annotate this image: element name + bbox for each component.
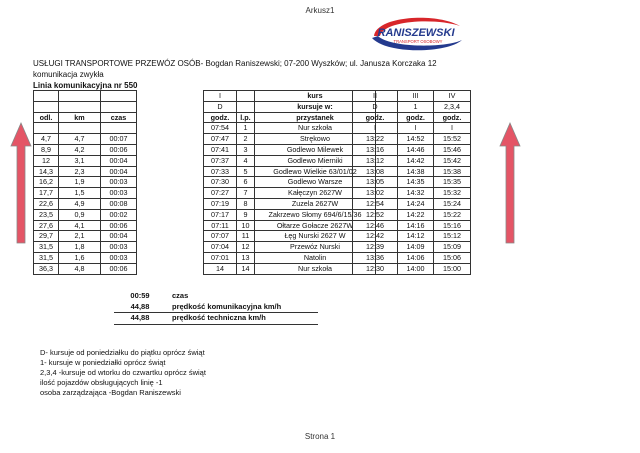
departure-cell: 07:30	[204, 177, 237, 188]
table-row	[353, 144, 471, 155]
stop-name-cell: Natolin	[255, 252, 376, 263]
line-number: Linia komunikacyjna nr 550	[33, 81, 138, 90]
time-cell: 00:06	[101, 220, 137, 231]
time-ii-cell: 12:42	[353, 231, 398, 242]
time-iii-cell: 14:52	[398, 134, 434, 145]
time-ii-cell: 13:05	[353, 177, 398, 188]
summary-row-technical-speed	[114, 313, 318, 325]
company-header: USŁUGI TRANSPORTOWE PRZEWÓZ OSÓB- Bogdan Raniszewski; 07-200 Wyszków; ul. Janusza Korczaka 12	[33, 59, 437, 68]
days-i-label: D	[204, 101, 237, 112]
lp-cell: 3	[237, 144, 255, 155]
time-iii-cell: 14:09	[398, 242, 434, 253]
departure-cell: 14	[204, 263, 237, 274]
departure-cell: 07:01	[204, 252, 237, 263]
time-cell: 00:06	[101, 263, 137, 274]
time-iii-cell: 14:46	[398, 144, 434, 155]
stop-name-cell: Łęg Nurski 2627 W	[255, 231, 376, 242]
course-iv-label: IV	[434, 91, 471, 102]
table-row	[34, 242, 137, 253]
course-iii-label: III	[398, 91, 434, 102]
up-arrow-right-icon	[499, 122, 521, 244]
note-d: D- kursuje od poniedziałku do piątku oprócz świąt	[40, 348, 205, 357]
time-ii-cell: 12:39	[353, 242, 398, 253]
distance-cell: 27,6	[34, 220, 59, 231]
distance-table	[33, 90, 137, 275]
time-iv-cell: 15:38	[434, 166, 471, 177]
time-iv-cell: 15:22	[434, 209, 471, 220]
stop-name-cell: Godlewo Wielkie 63/01/02	[255, 166, 376, 177]
table-row	[34, 198, 137, 209]
first-stop: Nur szkoła	[255, 123, 376, 134]
lp-cell: 4	[237, 155, 255, 166]
lp-cell: 12	[237, 242, 255, 253]
time-cell: 00:03	[101, 252, 137, 263]
departure-cell: 07:07	[204, 231, 237, 242]
departure-cell: 07:27	[204, 188, 237, 199]
time-cell: 00:04	[101, 166, 137, 177]
kurs-label: kurs	[255, 91, 376, 102]
summary-label: prędkość techniczna km/h	[166, 313, 318, 325]
table-row	[204, 134, 376, 145]
time-cell: 00:06	[101, 144, 137, 155]
col-header-lp: l.p.	[237, 112, 255, 123]
time-iii-cell: 14:24	[398, 198, 434, 209]
table-row	[34, 188, 137, 199]
km-cell: 4,8	[59, 263, 101, 274]
km-cell: 4,2	[59, 144, 101, 155]
time-ii-cell: 13:02	[353, 188, 398, 199]
time-cell: 00:04	[101, 231, 137, 242]
summary-value: 00:59	[130, 291, 150, 300]
table-row	[34, 263, 137, 274]
table-row	[34, 209, 137, 220]
stop-name-cell: Kałęczyn 2627W	[255, 188, 376, 199]
time-iii-cell: 14:35	[398, 177, 434, 188]
company-logo	[366, 14, 466, 54]
table-row	[353, 177, 471, 188]
distance-cell: 4,7	[34, 134, 59, 145]
table-row	[34, 144, 137, 155]
table-row	[353, 242, 471, 253]
logo-name: RANISZEWSKI	[377, 27, 455, 39]
time-iv-cell: 15:09	[434, 242, 471, 253]
col-header-godz-iii: godz.	[398, 112, 434, 123]
table-row	[34, 155, 137, 166]
first-departure: 07:54	[204, 123, 237, 134]
table-row	[353, 220, 471, 231]
table-row	[34, 177, 137, 188]
col-header-godz: godz.	[204, 112, 237, 123]
distance-cell: 31,5	[34, 252, 59, 263]
time-ii-cell: 12:46	[353, 220, 398, 231]
table-row	[204, 263, 376, 274]
km-cell: 1,8	[59, 242, 101, 253]
summary-value: 44,88	[114, 313, 166, 325]
distance-cell: 14,3	[34, 166, 59, 177]
table-row	[353, 209, 471, 220]
summary-table	[114, 291, 318, 325]
km-cell: 1,9	[59, 177, 101, 188]
first-lp: 1	[237, 123, 255, 134]
col-header-km: km	[59, 112, 101, 123]
course-ii-label: II	[353, 91, 398, 102]
table-row	[353, 252, 471, 263]
departure-cell: 07:47	[204, 134, 237, 145]
note-1: 1- kursuje w poniedziałki oprócz świąt	[40, 358, 166, 367]
time-ii-cell: 12:30	[353, 263, 398, 274]
table-row	[353, 231, 471, 242]
first-mark-iii: I	[398, 123, 434, 134]
col-header-godz-ii: godz.	[353, 112, 398, 123]
time-iv-cell: 15:16	[434, 220, 471, 231]
col-header-czas: czas	[101, 112, 137, 123]
course-i-label: I	[204, 91, 237, 102]
table-row	[353, 198, 471, 209]
stop-name-cell: Zuzela 2627W	[255, 198, 376, 209]
table-row	[34, 231, 137, 242]
km-cell: 2,3	[59, 166, 101, 177]
days-iii-label: 1	[398, 101, 434, 112]
first-mark-ii: I	[353, 123, 398, 134]
lp-cell: 9	[237, 209, 255, 220]
km-cell: 3,1	[59, 155, 101, 166]
km-cell: 0,9	[59, 209, 101, 220]
time-cell: 00:07	[101, 134, 137, 145]
time-iv-cell: 15:52	[434, 134, 471, 145]
time-cell: 00:04	[101, 155, 137, 166]
time-cell: 00:03	[101, 177, 137, 188]
return-courses-table	[352, 90, 471, 275]
sheet-title: Arkusz1	[305, 6, 335, 15]
table-row	[34, 252, 137, 263]
time-ii-cell: 13:12	[353, 155, 398, 166]
kursuje-label: kursuje w:	[255, 101, 376, 112]
km-cell: 1,6	[59, 252, 101, 263]
time-iv-cell: 15:42	[434, 155, 471, 166]
table-row	[204, 220, 376, 231]
time-ii-cell: 13:16	[353, 144, 398, 155]
km-cell: 4,9	[59, 198, 101, 209]
departure-cell: 07:37	[204, 155, 237, 166]
departure-cell: 07:11	[204, 220, 237, 231]
time-ii-cell: 13:36	[353, 252, 398, 263]
departure-cell: 07:19	[204, 198, 237, 209]
communication-type: komunikacja zwykła	[33, 70, 104, 79]
time-iv-cell: 15:00	[434, 263, 471, 274]
stop-name-cell: Godlewo Mierniki	[255, 155, 376, 166]
note-vehicles: ilość pojazdów obsługujących linię -1	[40, 378, 163, 387]
distance-cell: 31,5	[34, 242, 59, 253]
distance-cell: 17,7	[34, 188, 59, 199]
note-234: 2,3,4 -kursuje od wtorku do czwartku oprócz świąt	[40, 368, 206, 377]
km-cell: 1,5	[59, 188, 101, 199]
time-iii-cell: 14:42	[398, 155, 434, 166]
time-iv-cell: 15:35	[434, 177, 471, 188]
lp-cell: 7	[237, 188, 255, 199]
table-row	[353, 188, 471, 199]
lp-cell: 13	[237, 252, 255, 263]
table-row	[353, 263, 471, 274]
departure-cell: 07:41	[204, 144, 237, 155]
time-iv-cell: 15:12	[434, 231, 471, 242]
summary-label: czas	[172, 291, 189, 300]
lp-cell: 8	[237, 198, 255, 209]
page-footer: Strona 1	[304, 432, 336, 441]
time-iii-cell: 14:16	[398, 220, 434, 231]
days-ii-label: D	[353, 101, 398, 112]
days-iv-label: 2,3,4	[434, 101, 471, 112]
departure-cell: 07:33	[204, 166, 237, 177]
time-ii-cell: 12:52	[353, 209, 398, 220]
time-iii-cell: 14:12	[398, 231, 434, 242]
time-iii-cell: 14:00	[398, 263, 434, 274]
distance-cell: 22,6	[34, 198, 59, 209]
km-cell: 4,7	[59, 134, 101, 145]
table-row	[204, 252, 376, 263]
table-row	[204, 177, 376, 188]
time-iv-cell: 15:24	[434, 198, 471, 209]
lp-cell: 6	[237, 177, 255, 188]
stop-name-cell: Godlewo Milewek	[255, 144, 376, 155]
distance-cell: 16,2	[34, 177, 59, 188]
time-ii-cell: 13:22	[353, 134, 398, 145]
time-cell: 00:03	[101, 242, 137, 253]
table-row	[353, 166, 471, 177]
table-row	[204, 209, 376, 220]
col-header-godz-iv: godz.	[434, 112, 471, 123]
summary-row-time	[114, 291, 318, 302]
time-iii-cell: 14:32	[398, 188, 434, 199]
time-iii-cell: 14:38	[398, 166, 434, 177]
col-header-przystanek: przystanek	[255, 112, 376, 123]
time-ii-cell: 12:54	[353, 198, 398, 209]
table-row	[204, 188, 376, 199]
table-row	[204, 198, 376, 209]
time-ii-cell: 13:08	[353, 166, 398, 177]
lp-cell: 2	[237, 134, 255, 145]
summary-row-commercial-speed	[114, 302, 318, 313]
distance-cell: 12	[34, 155, 59, 166]
stop-name-cell: Nur szkoła	[255, 263, 376, 274]
table-row	[34, 220, 137, 231]
table-row	[353, 155, 471, 166]
summary-label: prędkość komunikacyjna km/h	[166, 302, 318, 313]
lp-cell: 5	[237, 166, 255, 177]
stop-name-cell: Zakrzewo Słomy 694/6/15/36	[255, 209, 376, 220]
km-cell: 2,1	[59, 231, 101, 242]
time-iv-cell: 15:46	[434, 144, 471, 155]
distance-cell: 8,9	[34, 144, 59, 155]
lp-cell: 11	[237, 231, 255, 242]
distance-cell: 29,7	[34, 231, 59, 242]
stops-table	[203, 90, 376, 275]
logo-tagline: TRANSPORT OSOBOWY	[393, 39, 443, 44]
table-row	[204, 144, 376, 155]
col-header-odl: odl.	[34, 112, 59, 123]
up-arrow-left-icon	[10, 122, 32, 244]
distance-cell: 23,5	[34, 209, 59, 220]
table-row	[34, 166, 137, 177]
distance-cell: 36,3	[34, 263, 59, 274]
km-cell: 4,1	[59, 220, 101, 231]
time-iii-cell: 14:06	[398, 252, 434, 263]
time-cell: 00:03	[101, 188, 137, 199]
first-mark-iv: I	[434, 123, 471, 134]
stop-name-cell: Ołtarze Gołacze 2627W	[255, 220, 376, 231]
table-row	[353, 134, 471, 145]
departure-cell: 07:17	[204, 209, 237, 220]
table-row	[204, 155, 376, 166]
time-cell: 00:08	[101, 198, 137, 209]
time-cell: 00:02	[101, 209, 137, 220]
lp-cell: 14	[237, 263, 255, 274]
table-row	[204, 242, 376, 253]
time-iii-cell: 14:22	[398, 209, 434, 220]
table-row	[204, 166, 376, 177]
note-manager: osoba zarządzająca -Bogdan Raniszewski	[40, 388, 181, 397]
stop-name-cell: Strękowo	[255, 134, 376, 145]
departure-cell: 07:04	[204, 242, 237, 253]
stop-name-cell: Przewóz Nurski	[255, 242, 376, 253]
stop-name-cell: Godlewo Warsze	[255, 177, 376, 188]
table-row	[34, 134, 137, 145]
time-iv-cell: 15:06	[434, 252, 471, 263]
lp-cell: 10	[237, 220, 255, 231]
summary-value: 44,88	[114, 302, 166, 313]
table-row	[204, 231, 376, 242]
time-iv-cell: 15:32	[434, 188, 471, 199]
